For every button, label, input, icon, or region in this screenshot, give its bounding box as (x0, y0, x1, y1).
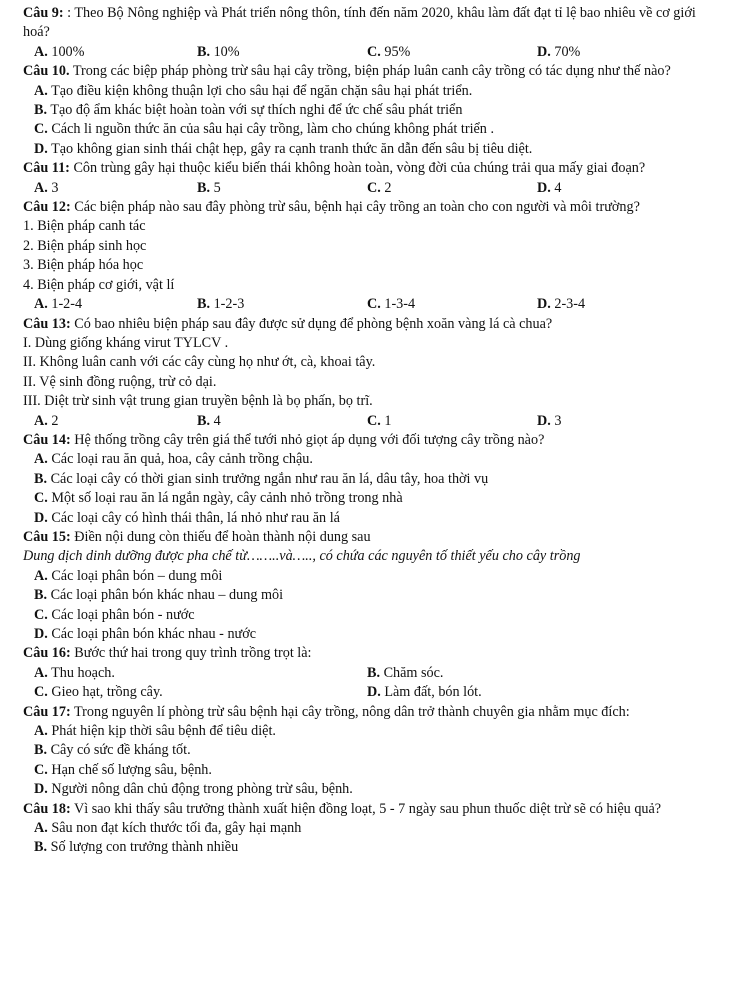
question-stem (23, 644, 725, 663)
question-14 (23, 431, 725, 528)
option-c[interactable]: C. 1-3-4 (367, 296, 416, 313)
option-c[interactable]: C. 95% (367, 43, 411, 60)
question-label: Câu 13: (23, 315, 71, 332)
question-text: Bước thứ hai trong quy trình trồng trọt là: (74, 645, 312, 662)
option-b[interactable]: B. Chăm sóc. (367, 664, 444, 681)
list-item: 3. Biện pháp hóa học (23, 257, 144, 274)
question-13 (23, 315, 725, 431)
list-item: II. Không luân canh với các cây cùng họ như ớt, cà, khoai tây. (23, 354, 376, 371)
options-row (34, 179, 725, 198)
fill-in-sentence: Dung dịch dinh dưỡng được pha chế từ……..và….., có chứa các nguyên tố thiết yếu cho cây trồng (23, 548, 581, 565)
option-c[interactable]: C. Một số loại rau ăn lá ngắn ngày, cây cảnh nhỏ trồng trong nhà (34, 490, 403, 507)
option-a[interactable]: A. 100% (34, 43, 85, 60)
question-label: Câu 14: (23, 431, 71, 448)
question-label: Câu 16: (23, 645, 71, 662)
question-label: Câu 11: (23, 160, 70, 177)
option-a[interactable]: A. 3 (34, 179, 59, 196)
question-text: Côn trùng gây hại thuộc kiểu biến thái không hoàn toàn, vòng đời của chúng trải qua mấy giai đoạn? (73, 160, 646, 177)
option-c[interactable]: C. Hạn chế số lượng sâu, bệnh. (34, 761, 212, 778)
options-row (34, 412, 725, 431)
list-item: I. Dùng giống kháng virut TYLCV . (23, 334, 229, 351)
question-stem (23, 528, 725, 547)
list-item: 4. Biện pháp cơ giới, vật lí (23, 276, 175, 293)
option-b[interactable]: B. Các loại cây có thời gian sinh trưởng ngắn như rau ăn lá, dâu tây, hoa thời vụ (34, 470, 489, 487)
question-stem (23, 198, 725, 217)
question-label: Câu 15: (23, 528, 71, 545)
option-d[interactable]: D. Người nông dân chủ động trong phòng trừ sâu, bệnh. (34, 781, 353, 798)
option-a[interactable]: A. 2 (34, 412, 59, 429)
option-a[interactable]: A. Thu hoạch. (34, 664, 115, 681)
option-a[interactable]: A. Sâu non đạt kích thước tối đa, gây hại mạnh (34, 820, 302, 837)
option-b[interactable]: B. 10% (197, 43, 240, 60)
question-stem (23, 703, 725, 722)
option-a[interactable]: A. Tạo điều kiện không thuận lợi cho sâu hại để ngăn chặn sâu hại phát triển. (34, 82, 473, 99)
option-d[interactable]: D. Các loại phân bón khác nhau - nước (34, 626, 257, 642)
question-12 (23, 198, 725, 314)
question-text: Điền nội dung còn thiếu để hoàn thành nội dung sau (74, 528, 371, 545)
question-10 (23, 62, 725, 159)
question-stem (23, 431, 725, 450)
options-grid (34, 664, 725, 703)
option-c[interactable]: C. 2 (367, 179, 392, 196)
option-d[interactable]: D. 70% (537, 43, 581, 60)
question-text: Trong các biệp pháp phòng trừ sâu hại cây trồng, biện pháp luân canh cây trồng có tác dụng như thế nào? (72, 63, 671, 80)
question-stem (23, 62, 725, 81)
question-label: Câu 18: (23, 800, 71, 817)
option-c[interactable]: C. Cách li nguồn thức ăn của sâu hại cây trồng, làm cho chúng không phát triển . (34, 121, 494, 138)
option-b[interactable]: B. 1-2-3 (197, 296, 245, 313)
question-label: Câu 10. (23, 63, 70, 80)
question-text: Vì sao khi thấy sâu trưởng thành xuất hiện đồng loạt, 5 - 7 ngày sau phun thuốc diệt trừ sẽ có hiệu quả? (74, 800, 662, 817)
question-11 (23, 159, 725, 198)
options-row (34, 295, 725, 314)
question-label: Câu 12: (23, 199, 71, 216)
question-stem (23, 4, 725, 43)
question-16 (23, 644, 725, 702)
option-a[interactable]: A. Các loại rau ăn quả, hoa, cây cảnh trồng chậu. (34, 451, 313, 468)
list-item: 1. Biện pháp canh tác (23, 218, 146, 235)
option-d[interactable]: D. Các loại cây có hình thái thân, lá nhỏ như rau ăn lá (34, 509, 340, 526)
options-row (34, 43, 725, 62)
option-a[interactable]: A. Các loại phân bón – dung môi (34, 567, 223, 584)
option-b[interactable]: B. Các loại phân bón khác nhau – dung môi (34, 587, 284, 604)
option-d[interactable]: D. Tạo không gian sinh thái chật hẹp, gây ra cạnh tranh thức ăn dẫn đến sâu bị tiêu diệt. (34, 140, 533, 157)
list-item: II. Vệ sinh đồng ruộng, trừ cỏ dại. (23, 373, 217, 390)
option-d[interactable]: D. 2-3-4 (537, 296, 586, 313)
option-b[interactable]: B. Tạo độ ẩm khác biệt hoàn toàn với sự thích nghi để ức chế sâu phát triển (34, 102, 463, 119)
option-b[interactable]: B. Cây có sức đề kháng tốt. (34, 742, 191, 759)
option-c[interactable]: C. Các loại phân bón - nước (34, 606, 195, 623)
question-label: Câu 17: (23, 703, 71, 720)
question-stem (23, 159, 725, 178)
question-17 (23, 703, 725, 800)
list-item: III. Diệt trừ sinh vật trung gian truyền bệnh là bọ phấn, bọ trĩ. (23, 393, 373, 410)
option-a[interactable]: A. 1-2-4 (34, 296, 83, 313)
question-9 (23, 4, 725, 62)
option-d[interactable]: D. 4 (537, 179, 562, 196)
question-stem (23, 315, 725, 334)
option-b[interactable]: B. 5 (197, 179, 221, 196)
question-text: Hệ thống trồng cây trên giá thể tưới nhỏ giọt áp dụng với đối tượng cây trồng nào? (74, 431, 545, 448)
question-text: : Theo Bộ Nông nghiệp và Phát triển nông thôn, tính đến năm 2020, khâu làm đất đạt tỉ lệ bao nhiêu về cơ giới hoá? (23, 5, 696, 41)
question-label: Câu 9: (23, 5, 64, 21)
option-c[interactable]: C. Gieo hạt, trồng cây. (34, 684, 163, 701)
question-text: Có bao nhiêu biện pháp sau đây được sử dụng để phòng bệnh xoăn vàng lá cà chua? (74, 315, 553, 332)
question-stem (23, 800, 725, 819)
option-c[interactable]: C. 1 (367, 412, 392, 429)
option-a[interactable]: A. Phát hiện kịp thời sâu bệnh để tiêu diệt. (34, 723, 276, 740)
option-d[interactable]: D. Làm đất, bón lót. (367, 684, 482, 701)
option-d[interactable]: D. 3 (537, 412, 562, 429)
question-text: Trong nguyên lí phòng trừ sâu bệnh hại cây trồng, nông dân trở thành chuyên gia nhằm mục đích: (74, 703, 630, 720)
question-18 (23, 800, 725, 858)
question-text: Các biện pháp nào sau đây phòng trừ sâu, bệnh hại cây trồng an toàn cho con người và môi trường? (74, 199, 640, 216)
question-15 (23, 528, 725, 644)
option-b[interactable]: B. 4 (197, 412, 221, 429)
option-b[interactable]: B. Số lượng con trưởng thành nhiều (34, 839, 239, 856)
list-item: 2. Biện pháp sinh học (23, 237, 147, 254)
